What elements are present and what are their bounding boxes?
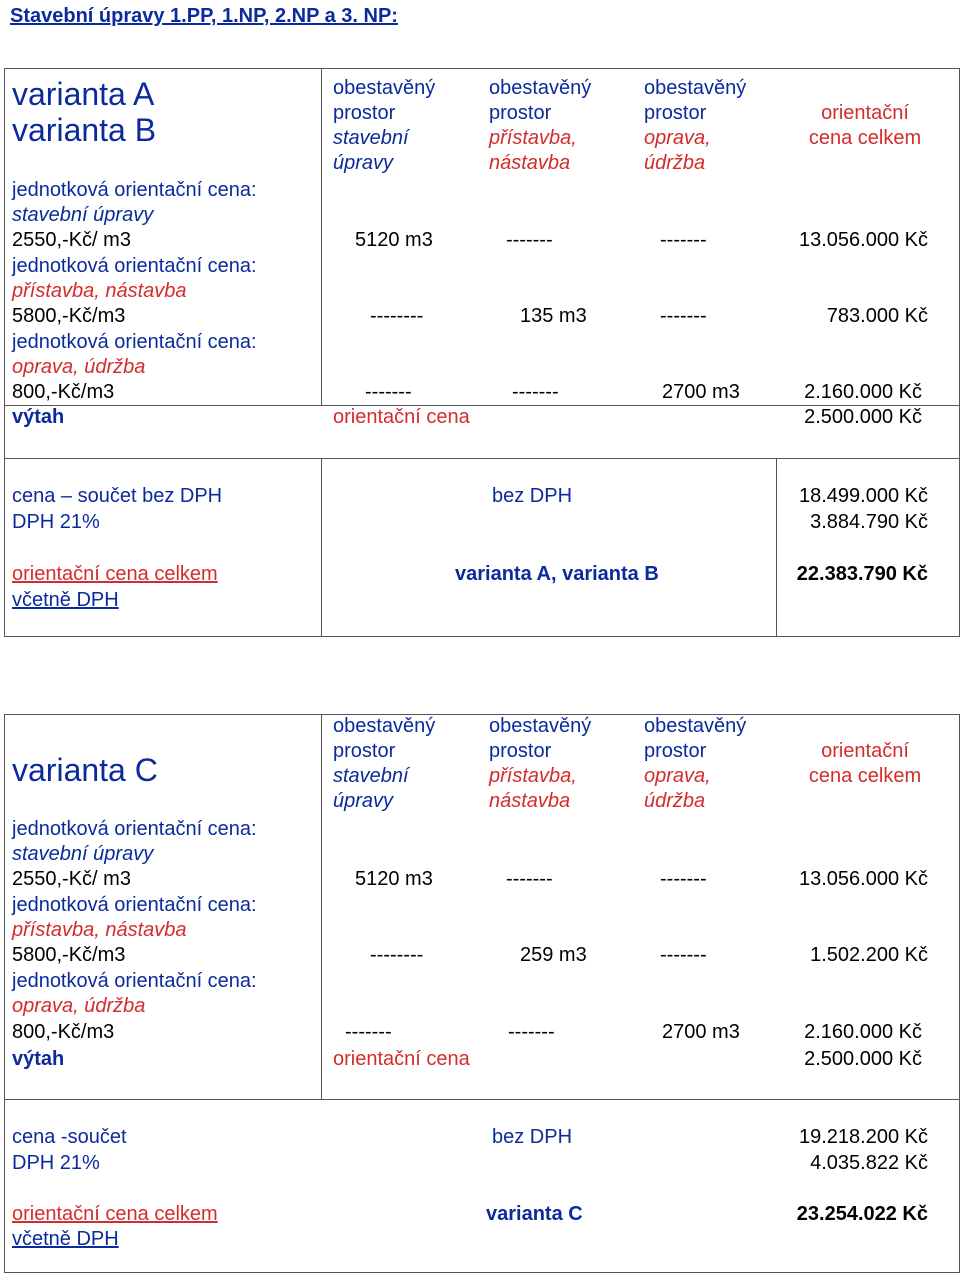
col-header-opr-l4: údržba	[644, 790, 706, 812]
row-pri-dash: -------	[660, 944, 707, 966]
row-pri-label: jednotková orientační cena:	[12, 894, 257, 916]
col-header-pri-l3: přístavba,	[489, 127, 577, 149]
row-pri-volume: 259 m3	[520, 944, 587, 966]
row-opr-price: 800,-Kč/m3	[12, 1021, 115, 1043]
row-stav-total: 13.056.000 Kč	[799, 868, 928, 890]
row-stav-dash: -------	[660, 868, 707, 890]
row-pri-price: 5800,-Kč/m3	[12, 944, 126, 966]
col-header-pri-l3: přístavba,	[489, 765, 577, 787]
dph-value: 4.035.822 Kč	[810, 1152, 928, 1174]
total-label: orientační cena celkem	[12, 1203, 218, 1225]
row-opr-dash: -------	[345, 1021, 392, 1043]
row-opr-dash: -------	[508, 1021, 555, 1043]
col-header-opr-l1: obestavěný	[644, 77, 747, 99]
row-vytah-label: výtah	[12, 1048, 65, 1070]
row-opr-type: oprava, údržba	[12, 995, 146, 1017]
row-vytah-orient: orientační cena	[333, 1048, 470, 1070]
row-opr-total: 2.160.000 Kč	[804, 381, 922, 403]
row-stav-dash: -------	[506, 229, 553, 251]
sum-label: cena -součet	[12, 1126, 127, 1148]
col-header-pri-l4: nástavba	[489, 152, 571, 174]
row-stav-dash: -------	[660, 229, 707, 251]
dph-label: DPH 21%	[12, 511, 100, 533]
row-stav-volume: 5120 m3	[355, 868, 433, 890]
col-header-opr-l4: údržba	[644, 152, 706, 174]
col-header-stav-l1: obestavěný	[333, 715, 436, 737]
row-vytah-orient: orientační cena	[333, 406, 470, 428]
row-opr-volume: 2700 m3	[662, 1021, 740, 1043]
total-value: 22.383.790 Kč	[796, 563, 928, 585]
col-header-pri-l1: obestavěný	[489, 715, 592, 737]
sum-mid: bez DPH	[492, 485, 573, 507]
row-stav-price: 2550,-Kč/ m3	[12, 229, 131, 251]
col-header-stav-l2: prostor	[333, 102, 396, 124]
row-opr-dash: -------	[512, 381, 559, 403]
col-header-opr-l1: obestavěný	[644, 715, 747, 737]
col-header-stav-l2: prostor	[333, 740, 396, 762]
row-opr-price: 800,-Kč/m3	[12, 381, 115, 403]
total-value: 23.254.022 Kč	[796, 1203, 928, 1225]
page-title: Stavební úpravy 1.PP, 1.NP, 2.NP a 3. NP:	[10, 5, 398, 27]
row-pri-type: přístavba, nástavba	[12, 280, 187, 302]
total-label: orientační cena celkem	[12, 563, 218, 585]
row-pri-volume: 135 m3	[520, 305, 587, 327]
row-opr-type: oprava, údržba	[12, 356, 146, 378]
col-header-pri-l1: obestavěný	[489, 77, 592, 99]
row-opr-dash: -------	[365, 381, 412, 403]
dph-label: DPH 21%	[12, 1152, 100, 1174]
col-header-pri-l2: prostor	[489, 740, 552, 762]
row-stav-total: 13.056.000 Kč	[799, 229, 928, 251]
row-opr-volume: 2700 m3	[662, 381, 740, 403]
total-mid: varianta A, varianta B	[455, 563, 659, 585]
row-pri-type: přístavba, nástavba	[12, 919, 187, 941]
row-pri-dash: --------	[370, 305, 424, 327]
row-pri-dash: --------	[370, 944, 424, 966]
dph-value: 3.884.790 Kč	[810, 511, 928, 533]
row-vytah-label: výtah	[12, 406, 65, 428]
col-header-opr-l2: prostor	[644, 740, 707, 762]
row-opr-label: jednotková orientační cena:	[12, 970, 257, 992]
row-pri-total: 783.000 Kč	[826, 305, 928, 327]
sum-value: 19.218.200 Kč	[799, 1126, 928, 1148]
col-header-pri-l4: nástavba	[489, 790, 571, 812]
col-header-total-l2: cena celkem	[808, 127, 922, 149]
row-stav-label: jednotková orientační cena:	[12, 818, 257, 840]
col-header-stav-l4: úpravy	[333, 152, 394, 174]
row-stav-dash: -------	[506, 868, 553, 890]
row-pri-total: 1.502.200 Kč	[810, 944, 928, 966]
row-pri-price: 5800,-Kč/m3	[12, 305, 126, 327]
col-header-opr-l3: oprava,	[644, 127, 711, 149]
total-label-dph: včetně DPH	[12, 1228, 119, 1250]
row-vytah-total: 2.500.000 Kč	[804, 406, 922, 428]
col-header-total-l1: orientační	[821, 102, 909, 124]
sum-mid: bez DPH	[492, 1126, 573, 1148]
sum-label: cena – součet bez DPH	[12, 485, 223, 507]
col-header-pri-l2: prostor	[489, 102, 552, 124]
total-mid: varianta C	[486, 1203, 583, 1225]
row-vytah-total: 2.500.000 Kč	[804, 1048, 922, 1070]
sum-value: 18.499.000 Kč	[799, 485, 928, 507]
variant-a-title: varianta A	[12, 76, 155, 112]
col-header-stav-l4: úpravy	[333, 790, 394, 812]
row-pri-dash: -------	[660, 305, 707, 327]
row-stav-price: 2550,-Kč/ m3	[12, 868, 131, 890]
row-stav-type: stavební úpravy	[12, 204, 154, 226]
col-header-opr-l2: prostor	[644, 102, 707, 124]
col-header-opr-l3: oprava,	[644, 765, 711, 787]
variant-b-title: varianta B	[12, 112, 157, 148]
row-stav-volume: 5120 m3	[355, 229, 433, 251]
col-header-total-l2: cena celkem	[808, 765, 922, 787]
col-header-stav-l3: stavební	[333, 127, 409, 149]
variant-c-title: varianta C	[12, 752, 158, 788]
row-opr-label: jednotková orientační cena:	[12, 331, 257, 353]
total-label-dph: včetně DPH	[12, 589, 119, 611]
row-stav-label: jednotková orientační cena:	[12, 179, 257, 201]
row-stav-type: stavební úpravy	[12, 843, 154, 865]
col-header-total-l1: orientační	[821, 740, 909, 762]
row-opr-total: 2.160.000 Kč	[804, 1021, 922, 1043]
col-header-stav-l3: stavební	[333, 765, 409, 787]
row-pri-label: jednotková orientační cena:	[12, 255, 257, 277]
col-header-stav-l1: obestavěný	[333, 77, 436, 99]
